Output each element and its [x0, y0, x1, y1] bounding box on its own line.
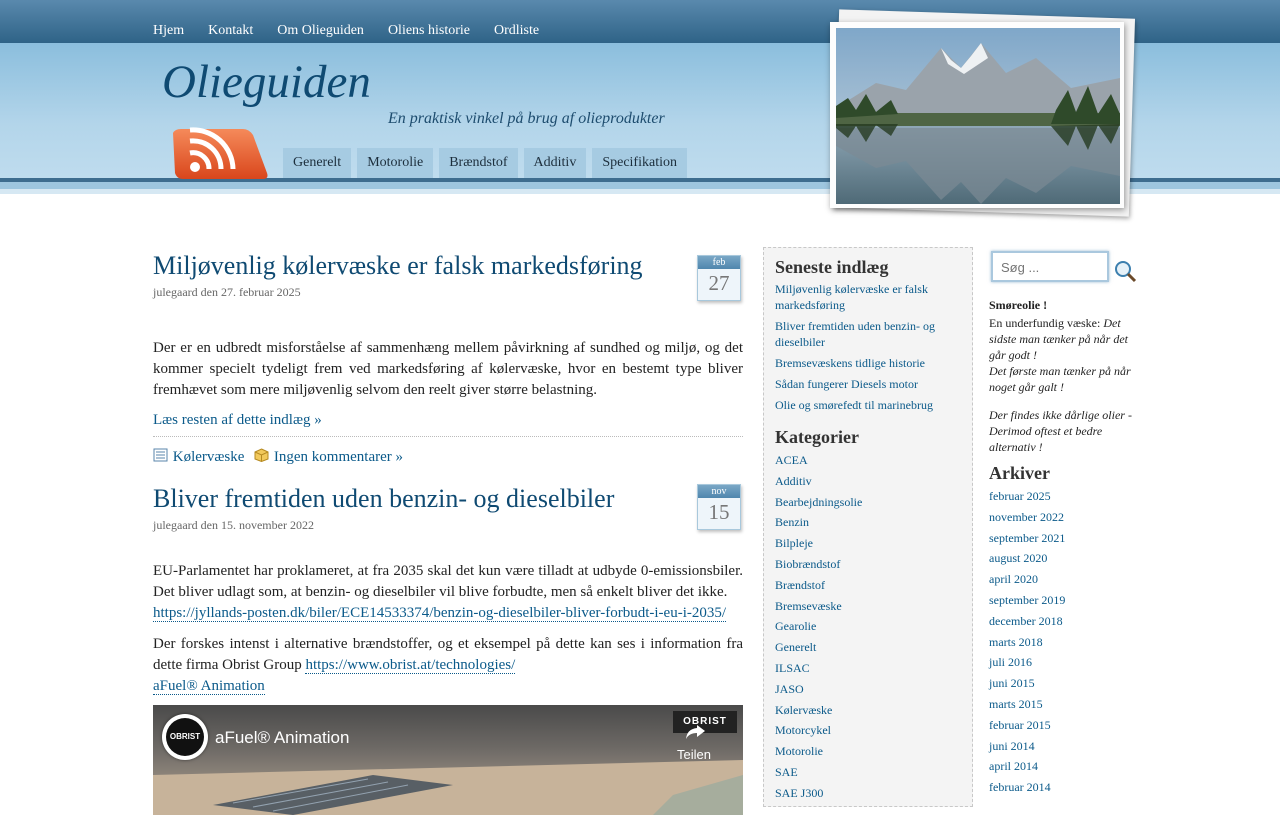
header-landscape-photo	[836, 28, 1120, 204]
topnav-about[interactable]: Om Olieguiden	[277, 23, 364, 38]
post	[153, 245, 743, 467]
quote-text	[989, 315, 1139, 395]
animation-link[interactable]: aFuel® Animation	[153, 678, 265, 694]
tab-additiv[interactable]: Additiv	[524, 148, 587, 178]
category-item[interactable]: ACEA	[775, 453, 808, 467]
category-item[interactable]: Generelt	[775, 640, 817, 655]
post-divider	[153, 436, 743, 437]
category-item[interactable]: Additiv	[775, 473, 812, 488]
category-item[interactable]: Biobrændstof	[775, 556, 841, 571]
archive-item[interactable]: december 2018	[989, 613, 1063, 628]
channel-avatar[interactable]	[162, 714, 208, 760]
recent-post-item[interactable]: Miljøvenlig kølervæske er falsk markedsføring	[775, 282, 928, 312]
category-item[interactable]: Benzin	[775, 515, 809, 530]
category-item[interactable]: ILSAC	[775, 660, 810, 675]
date-day: 27	[708, 271, 730, 295]
company-link[interactable]: https://www.obrist.at/technologies/	[305, 657, 516, 673]
archive-item[interactable]: september 2021	[989, 530, 1066, 545]
sidebar-secondary	[989, 250, 1139, 798]
category-nav	[283, 148, 693, 178]
archive-item[interactable]: marts 2015	[989, 696, 1043, 711]
quote-line-b: Det første man tænker på når noget går galt !	[989, 364, 1131, 394]
recent-posts-list	[775, 281, 961, 413]
top-nav	[153, 21, 559, 39]
topnav-contact[interactable]: Kontakt	[208, 23, 254, 38]
quote-line-c: Der findes ikke dårlige olier - Derimod oftest et bedre alternativ !	[989, 408, 1132, 454]
archive-item[interactable]: februar 2025	[989, 489, 1051, 503]
archive-item[interactable]: juni 2014	[989, 738, 1035, 753]
rss-feed-icon[interactable]	[165, 125, 270, 183]
categories-title: Kategorier	[775, 427, 859, 447]
video-embed[interactable]	[153, 705, 743, 815]
quote-intro: En underfundig væske:	[989, 316, 1101, 330]
channel-logo: OBRIST	[166, 718, 204, 756]
archive-item[interactable]: august 2020	[989, 551, 1048, 566]
category-item[interactable]: Bilpleje	[775, 536, 813, 551]
topnav-history[interactable]: Oliens historie	[387, 23, 470, 38]
date-badge	[697, 255, 741, 301]
topnav-glossary[interactable]: Ordliste	[493, 23, 540, 38]
recent-post-item[interactable]: Sådan fungerer Diesels motor	[775, 377, 918, 391]
post	[153, 484, 743, 815]
share-icon[interactable]	[683, 719, 707, 743]
categories-list	[775, 450, 961, 804]
post-footer	[153, 448, 743, 467]
post-title[interactable]: Bliver fremtiden uden benzin- og dieselbiler	[153, 484, 615, 513]
category-item[interactable]: JASO	[775, 681, 804, 696]
archives-list	[989, 486, 1139, 798]
date-month: feb	[698, 256, 740, 269]
post-meta: julegaard den 15. november 2022	[153, 518, 314, 532]
archive-item[interactable]: april 2014	[989, 759, 1038, 774]
tab-generelt[interactable]: Generelt	[283, 148, 351, 178]
archive-item[interactable]: november 2022	[989, 509, 1064, 524]
recent-post-item[interactable]: Olie og smørefedt til marinebrug	[775, 398, 933, 412]
tab-braendstof[interactable]: Brændstof	[439, 148, 517, 178]
date-badge	[697, 484, 741, 530]
archives-title: Arkiver	[989, 463, 1050, 483]
archive-item[interactable]: juli 2016	[989, 655, 1033, 670]
category-item[interactable]: Gearolie	[775, 619, 817, 634]
post-paragraph: Der forskes intenst i alternative brændstoffer, og et eksempel på dette kan ses i information fra dette firma Obrist Group	[153, 636, 743, 673]
video-title[interactable]: aFuel® Animation	[215, 728, 350, 747]
archive-item[interactable]: juni 2015	[989, 676, 1035, 691]
topnav-home[interactable]: Hjem	[153, 23, 185, 38]
archive-item[interactable]: april 2020	[989, 572, 1038, 587]
share-label[interactable]: Teilen	[677, 747, 711, 762]
category-item[interactable]: Kølervæske	[775, 702, 833, 717]
sidebar-primary	[763, 247, 973, 807]
read-more-link[interactable]: Læs resten af dette indlæg »	[153, 412, 322, 428]
comments-icon	[254, 450, 273, 466]
date-day: 15	[708, 500, 730, 524]
archive-item[interactable]: februar 2014	[989, 780, 1051, 795]
quote-line-a: Det sidste man tænker på når det går godt !	[989, 316, 1128, 362]
recent-post-item[interactable]: Bliver fremtiden uden benzin- og dieselbiler	[775, 319, 935, 349]
post-title[interactable]: Miljøvenlig kølervæske er falsk markedsføring	[153, 251, 643, 280]
tab-specifikation[interactable]: Specifikation	[592, 148, 687, 178]
category-icon	[153, 450, 172, 466]
recent-posts-title: Seneste indlæg	[775, 257, 889, 277]
post-paragraph: EU-Parlamentet har proklameret, at fra 2035 skal det kun være tilladt at udbyde 0-emissionsbiler. Det bliver udlagt som, at benzin- og dieselbiler vil blive forbudte, men så enkelt bliver det ikke.	[153, 563, 743, 600]
category-item[interactable]: Bremsevæske	[775, 598, 842, 613]
date-month: nov	[698, 485, 740, 498]
tab-motorolie[interactable]: Motorolie	[357, 148, 433, 178]
category-item[interactable]: SAE	[775, 764, 798, 779]
category-item[interactable]: Motorcykel	[775, 723, 831, 738]
main-content	[153, 245, 743, 815]
site-title[interactable]: Olieguiden	[162, 56, 371, 108]
recent-post-item[interactable]: Bremsevæskens tidlige historie	[775, 356, 925, 370]
archive-item[interactable]: september 2019	[989, 592, 1066, 607]
category-item[interactable]: Bearbejdningsolie	[775, 494, 863, 509]
archive-item[interactable]: februar 2015	[989, 717, 1051, 732]
article-link[interactable]: https://jyllands-posten.dk/biler/ECE14533374/benzin-og-dieselbiler-bliver-forbudt-i-eu-i-2035/	[153, 605, 727, 621]
quote-title: Smøreolie !	[989, 298, 1048, 312]
category-item[interactable]: SAE J300	[775, 785, 824, 800]
site-tagline: En praktisk vinkel på brug af olieprodukter	[388, 110, 665, 127]
brand-logo: OBRIST	[673, 711, 737, 733]
post-meta: julegaard den 27. februar 2025	[153, 285, 301, 299]
archive-item[interactable]: marts 2018	[989, 634, 1043, 649]
comments-link[interactable]: Ingen kommentarer »	[273, 449, 404, 465]
post-tag-link[interactable]: Kølervæske	[172, 449, 245, 465]
post-excerpt: Der er en udbredt misforståelse af sammenhæng mellem påvirkning af sundhed og miljø, og det kommer specielt tydeligt frem ved markedsføring af kølervæske, hvor en bestemt type bliver fremhævet som mere miljøvenlig selvom den reelt giver større belastning.	[153, 340, 743, 398]
category-item[interactable]: Brændstof	[775, 577, 826, 592]
category-item[interactable]: Motorolie	[775, 744, 823, 759]
